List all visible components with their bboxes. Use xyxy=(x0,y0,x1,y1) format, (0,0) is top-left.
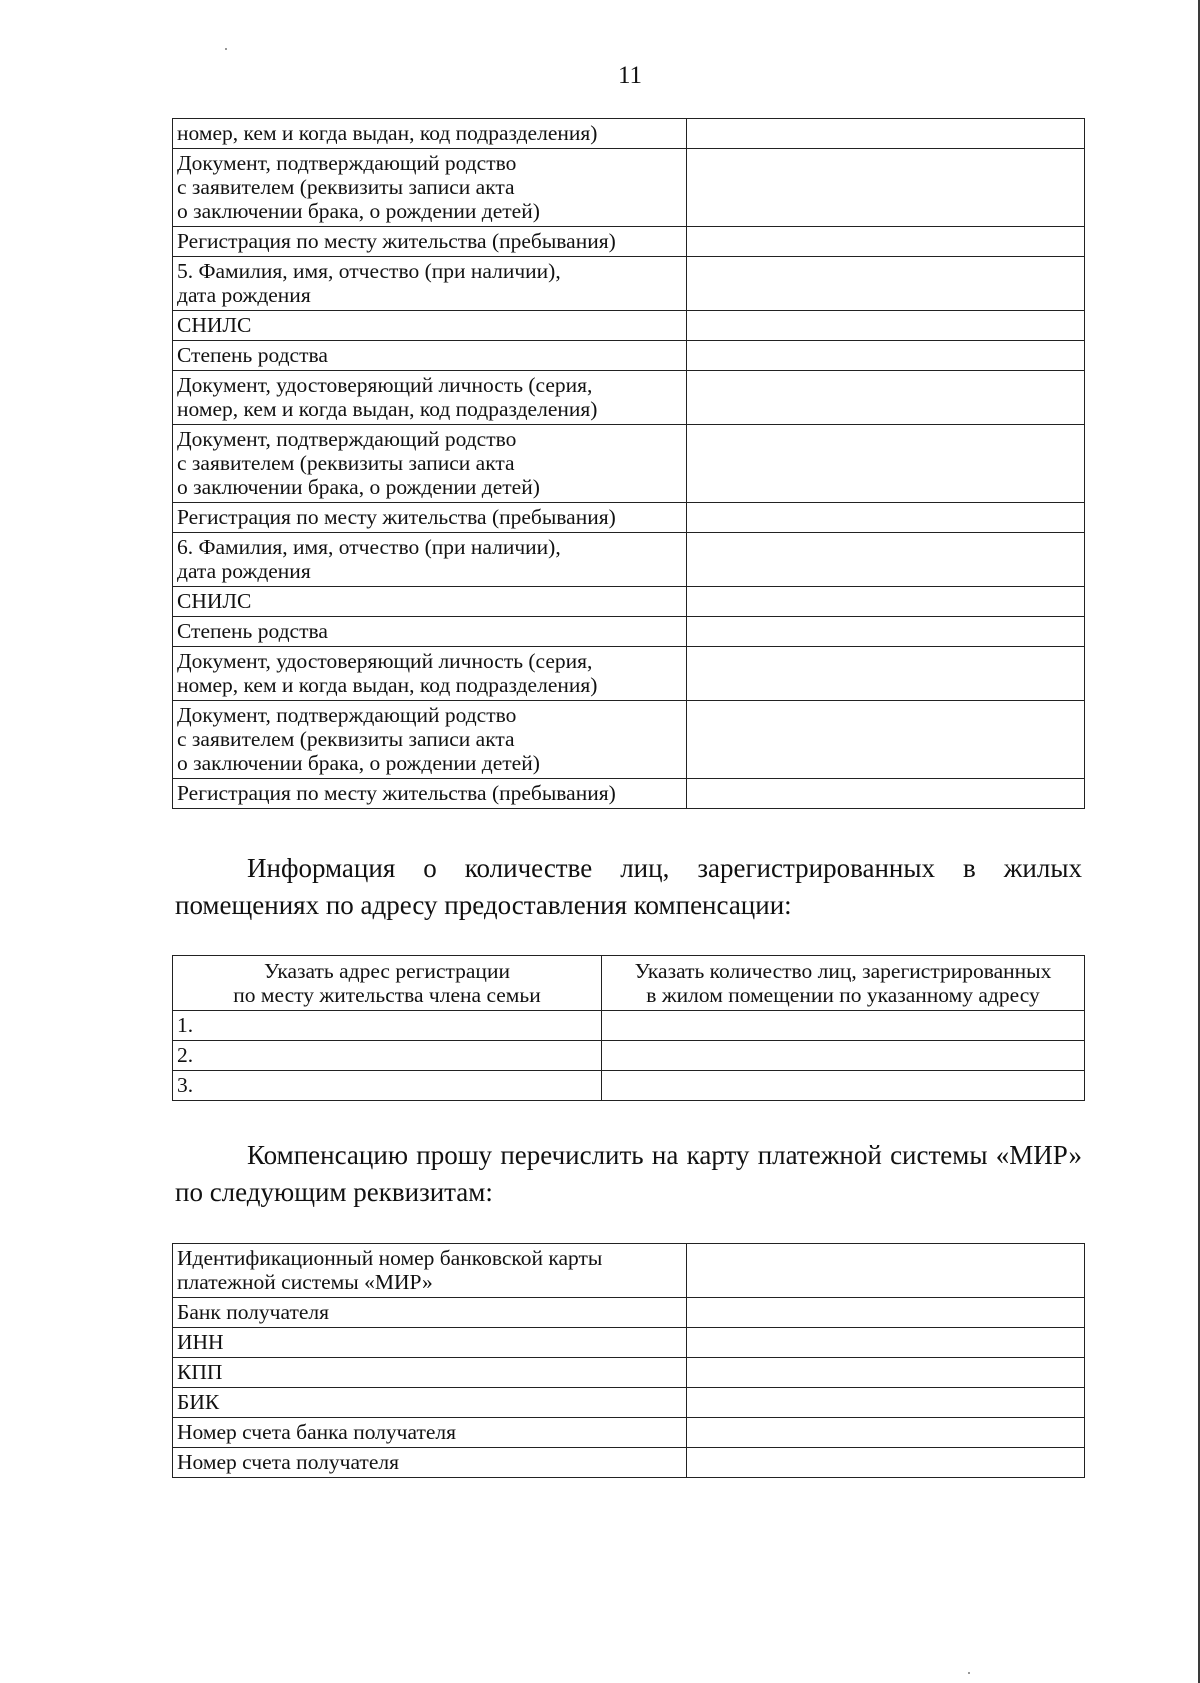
table-row xyxy=(173,371,1085,425)
row-label: СНИЛС xyxy=(173,587,687,617)
table-row xyxy=(173,149,1085,227)
scan-speck xyxy=(225,48,227,50)
table-row xyxy=(173,503,1085,533)
column-header-address: Указать адрес регистрации по месту жительства члена семьи xyxy=(173,956,602,1011)
table-row xyxy=(173,1011,1085,1041)
value-cell[interactable] xyxy=(687,119,1085,149)
value-cell[interactable] xyxy=(687,1358,1085,1388)
table-row xyxy=(173,1448,1085,1478)
value-cell[interactable] xyxy=(687,617,1085,647)
table-row xyxy=(173,1358,1085,1388)
table-row xyxy=(173,1244,1085,1298)
value-cell[interactable] xyxy=(687,701,1085,779)
bank-details-table xyxy=(172,1243,1085,1478)
address-cell[interactable]: 3. xyxy=(173,1071,602,1101)
table-row xyxy=(173,533,1085,587)
row-label: 6. Фамилия, имя, отчество (при наличии), дата рождения xyxy=(173,533,687,587)
value-cell[interactable] xyxy=(687,587,1085,617)
table-row xyxy=(173,1328,1085,1358)
value-cell[interactable] xyxy=(687,647,1085,701)
value-cell[interactable] xyxy=(687,149,1085,227)
value-cell[interactable] xyxy=(687,1244,1085,1298)
row-label: КПП xyxy=(173,1358,687,1388)
row-label: Регистрация по месту жительства (пребывания) xyxy=(173,503,687,533)
table-row xyxy=(173,257,1085,311)
value-cell[interactable] xyxy=(687,1418,1085,1448)
row-label: Документ, подтверждающий родство с заявителем (реквизиты записи акта о заключении брака, о рождении детей) xyxy=(173,425,687,503)
row-label: Степень родства xyxy=(173,341,687,371)
table-row xyxy=(173,779,1085,809)
address-cell[interactable]: 2. xyxy=(173,1041,602,1071)
value-cell[interactable] xyxy=(687,1328,1085,1358)
registration-table xyxy=(172,955,1085,1101)
value-cell[interactable] xyxy=(687,371,1085,425)
address-cell[interactable]: 1. xyxy=(173,1011,602,1041)
column-header-count: Указать количество лиц, зарегистрированных в жилом помещении по указанному адресу xyxy=(602,956,1085,1011)
scan-speck xyxy=(968,1672,970,1674)
table-header-row xyxy=(173,956,1085,1011)
page-number: 11 xyxy=(617,62,643,89)
value-cell[interactable] xyxy=(687,1388,1085,1418)
row-label: Документ, удостоверяющий личность (серия, номер, кем и когда выдан, код подразделения) xyxy=(173,647,687,701)
row-label: Банк получателя xyxy=(173,1298,687,1328)
table-row xyxy=(173,1041,1085,1071)
table-row xyxy=(173,425,1085,503)
value-cell[interactable] xyxy=(687,1448,1085,1478)
table-row xyxy=(173,1418,1085,1448)
family-members-table xyxy=(172,118,1085,809)
value-cell[interactable] xyxy=(687,1298,1085,1328)
table-row xyxy=(173,617,1085,647)
row-label: Документ, подтверждающий родство с заявителем (реквизиты записи акта о заключении брака, о рождении детей) xyxy=(173,149,687,227)
registration-info-paragraph: Информация о количестве лиц, зарегистрированных в жилых помещениях по адресу предоставления компенсации: xyxy=(175,853,1082,920)
table-row xyxy=(173,341,1085,371)
row-label: 5. Фамилия, имя, отчество (при наличии), дата рождения xyxy=(173,257,687,311)
table-row xyxy=(173,311,1085,341)
row-label: Номер счета банка получателя xyxy=(173,1418,687,1448)
row-label: Номер счета получателя xyxy=(173,1448,687,1478)
value-cell[interactable] xyxy=(687,779,1085,809)
row-label: Степень родства xyxy=(173,617,687,647)
value-cell[interactable] xyxy=(687,533,1085,587)
value-cell[interactable] xyxy=(687,425,1085,503)
value-cell[interactable] xyxy=(687,503,1085,533)
row-label: номер, кем и когда выдан, код подразделения) xyxy=(173,119,687,149)
compensation-paragraph: Компенсацию прошу перечислить на карту платежной системы «МИР» по следующим реквизитам: xyxy=(175,1140,1082,1207)
table-row xyxy=(173,701,1085,779)
table-row xyxy=(173,587,1085,617)
table-row xyxy=(173,119,1085,149)
table-row xyxy=(173,1298,1085,1328)
count-cell[interactable] xyxy=(602,1071,1085,1101)
row-label: Идентификационный номер банковской карты платежной системы «МИР» xyxy=(173,1244,687,1298)
table-row xyxy=(173,1071,1085,1101)
row-label: Документ, подтверждающий родство с заявителем (реквизиты записи акта о заключении брака, о рождении детей) xyxy=(173,701,687,779)
row-label: Документ, удостоверяющий личность (серия, номер, кем и когда выдан, код подразделения) xyxy=(173,371,687,425)
row-label: БИК xyxy=(173,1388,687,1418)
value-cell[interactable] xyxy=(687,341,1085,371)
value-cell[interactable] xyxy=(687,227,1085,257)
count-cell[interactable] xyxy=(602,1011,1085,1041)
row-label: СНИЛС xyxy=(173,311,687,341)
value-cell[interactable] xyxy=(687,311,1085,341)
row-label: Регистрация по месту жительства (пребывания) xyxy=(173,779,687,809)
count-cell[interactable] xyxy=(602,1041,1085,1071)
table-row xyxy=(173,647,1085,701)
row-label: Регистрация по месту жительства (пребывания) xyxy=(173,227,687,257)
row-label: ИНН xyxy=(173,1328,687,1358)
table-row xyxy=(173,227,1085,257)
table-row xyxy=(173,1388,1085,1418)
value-cell[interactable] xyxy=(687,257,1085,311)
